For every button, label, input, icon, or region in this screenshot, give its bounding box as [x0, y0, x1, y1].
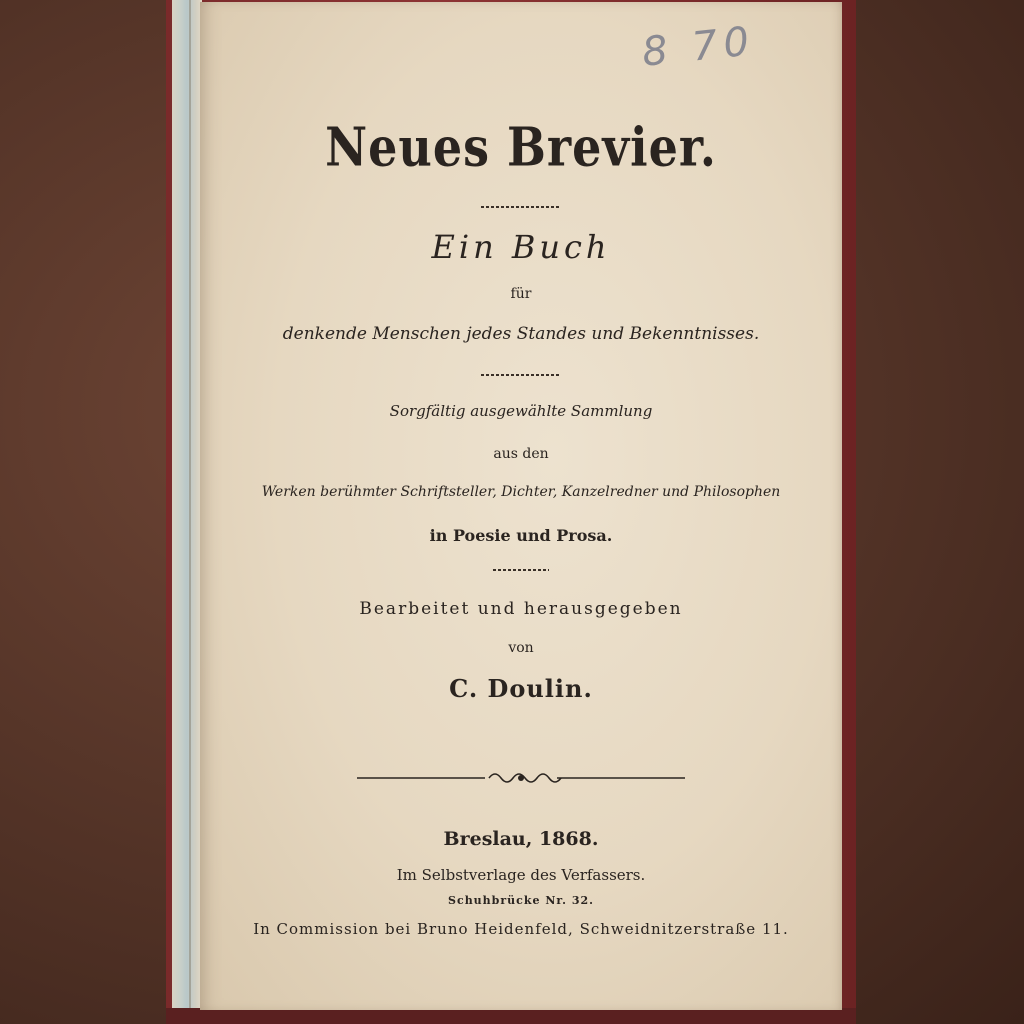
ornament-rule: [357, 770, 685, 786]
pencil-note: 8 70: [639, 18, 758, 76]
cover-bottom-edge: [166, 1008, 856, 1024]
commission-line: In Commission bei Bruno Heidenfeld, Schweidnitzerstraße 11.: [253, 920, 789, 938]
sources-line: Werken berühmter Schriftsteller, Dichter, Kanzelredner und Philosophen: [261, 484, 781, 500]
book-title: Neues Brevier.: [325, 115, 717, 179]
form-line: in Poesie und Prosa.: [429, 526, 613, 545]
address-line: Schuhbrücke Nr. 32.: [448, 894, 594, 907]
edited-line: Bearbeitet und herausgegeben: [359, 599, 683, 619]
gutter-stitch-line: [189, 0, 191, 1024]
audience-line: denkende Menschen jedes Standes und Bekenntnisses.: [282, 324, 760, 344]
von-line: von: [508, 640, 534, 656]
place-and-year: Breslau, 1868.: [443, 828, 599, 850]
divider-2: [481, 374, 561, 376]
divider-3: [493, 569, 549, 571]
title-page: [200, 2, 842, 1010]
divider-1: [481, 206, 561, 208]
author-name: C. Doulin.: [449, 674, 593, 703]
collection-line: Sorgfältig ausgewählte Sammlung: [389, 402, 653, 420]
preposition-fuer: für: [510, 286, 532, 302]
book-subtitle: Ein Buch: [431, 228, 611, 266]
book-gutter: [172, 0, 202, 1024]
aus-den-line: aus den: [493, 446, 549, 462]
publisher-line: Im Selbstverlage des Verfassers.: [396, 866, 646, 884]
